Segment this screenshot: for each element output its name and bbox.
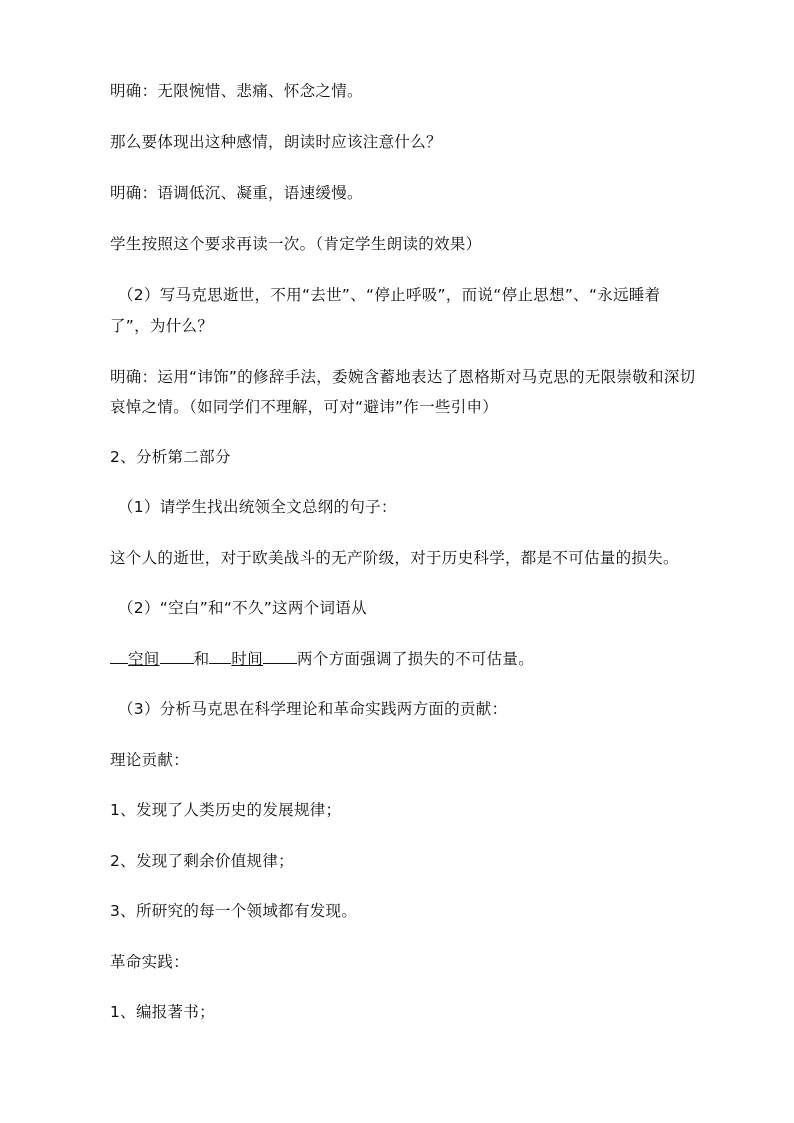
- blank-suffix: 两个方面强调了损失的不可估量。: [297, 650, 535, 668]
- section-heading-part-two: 2、分析第二部分: [110, 448, 231, 466]
- list-item-theory-1: 1、发现了人类历史的发展规律；: [110, 801, 342, 819]
- paragraph-fill-blank: [110, 646, 730, 672]
- blank-answer-space: 空间: [128, 650, 160, 668]
- blank-line: [209, 647, 231, 664]
- paragraph-task-1: （1）请学生找出统领全文总纲的句子：: [118, 498, 397, 516]
- blank-line: [110, 647, 128, 664]
- blank-line: [160, 647, 194, 664]
- paragraph-question-2-line2: 了”，为什么？: [110, 317, 214, 335]
- paragraph-clarify-emotion: 明确：无限惋惜、悲痛、怀念之情。: [110, 82, 363, 100]
- paragraph-clarify-euphemism-line2: 哀悼之情。（如同学们不理解，可对“避讳”作一些引申）: [110, 398, 499, 416]
- paragraph-question-reading: 那么要体现出这种感情，朗读时应该注意什么？: [110, 133, 442, 151]
- blank-line: [263, 647, 297, 664]
- list-item-theory-2: 2、发现了剩余价值规律；: [110, 852, 294, 870]
- paragraph-clarify-tone: 明确：语调低沉、凝重，语速缓慢。: [110, 184, 363, 202]
- heading-revolution-practice: 革命实践：: [110, 953, 190, 971]
- paragraph-task-2: （2）“空白”和“不久”这两个词语从: [118, 599, 367, 617]
- blank-answer-time: 时间: [231, 650, 264, 668]
- blank-connector: 和: [193, 650, 210, 668]
- paragraph-summary-sentence: 这个人的逝世，对于欧美战斗的无产阶级，对于历史科学，都是不可估量的损失。: [110, 549, 679, 567]
- list-item-practice-1: 1、编报著书；: [110, 1003, 215, 1021]
- paragraph-reread: 学生按照这个要求再读一次。（肯定学生朗读的效果）: [110, 235, 482, 253]
- list-item-theory-3: 3、所研究的每一个领域都有发现。: [110, 902, 358, 920]
- paragraph-question-2-line1: （2）写马克思逝世，不用“去世”、“停止呼吸”，而说“停止思想”、“永远睡着: [118, 286, 661, 304]
- paragraph-clarify-euphemism-line1: 明确：运用“讳饰”的修辞手法，委婉含蓄地表达了恩格斯对马克思的无限崇敬和深切: [110, 368, 696, 386]
- heading-theory-contribution: 理论贡献：: [110, 751, 190, 769]
- paragraph-task-3: （3）分析马克思在科学理论和革命实践两方面的贡献：: [118, 700, 508, 718]
